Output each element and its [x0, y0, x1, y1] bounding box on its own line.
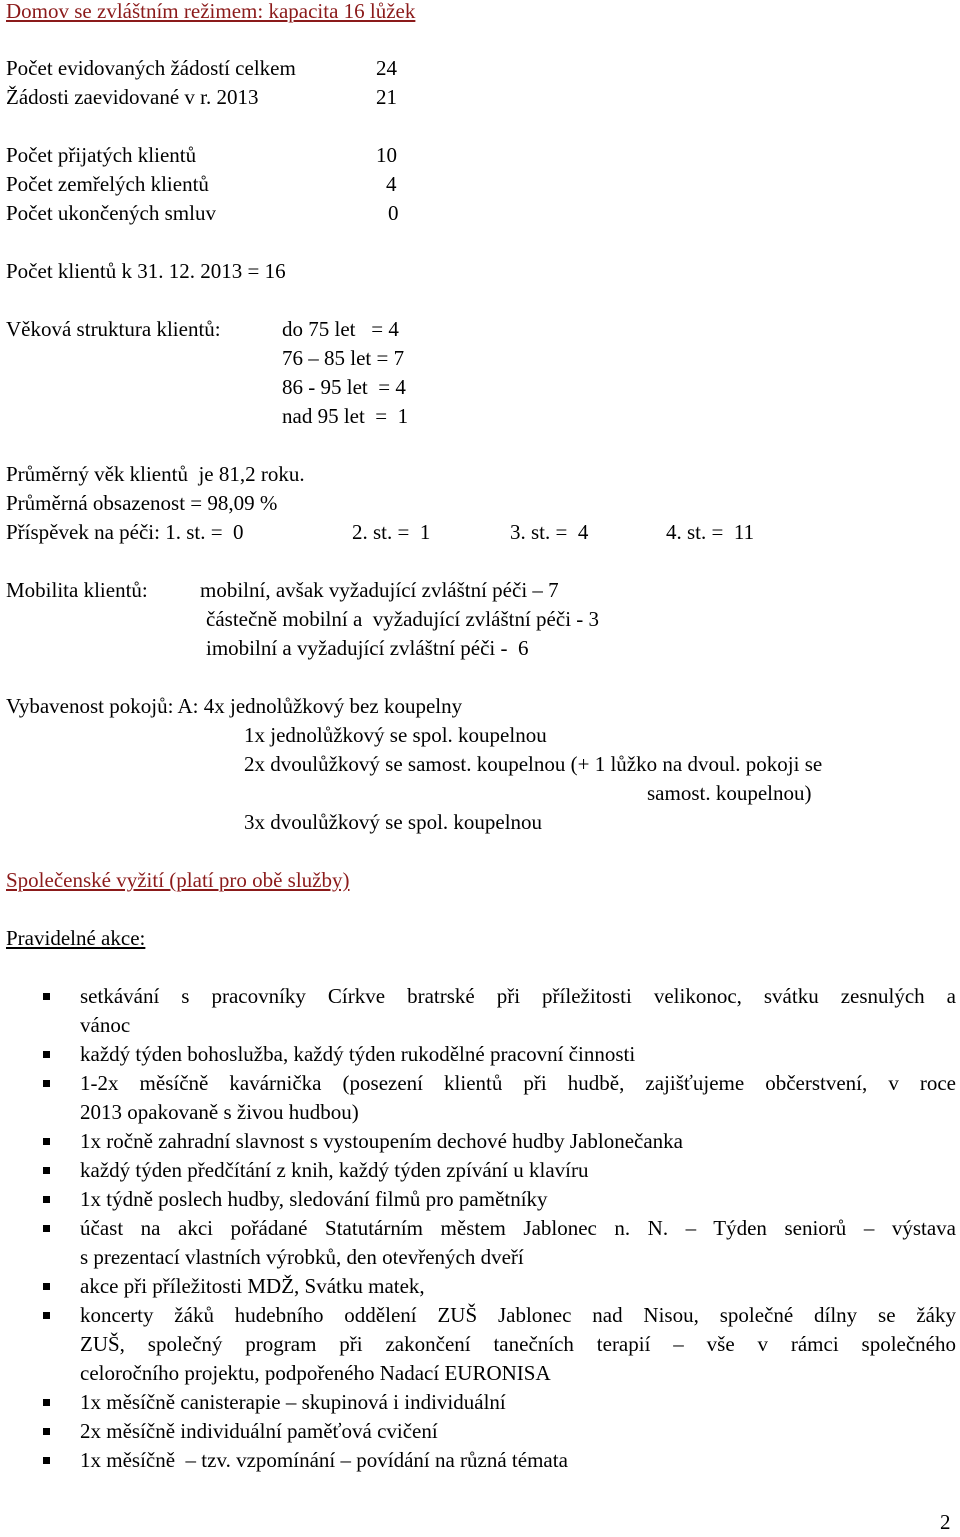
- event-item-line: 1x měsíčně canisterapie – skupinová i individuální: [80, 1390, 506, 1414]
- bullet-icon: [43, 1138, 50, 1145]
- rooms-row: 3x dvoulůžkový se spol. koupelnou: [244, 810, 543, 834]
- age-row: 86 - 95 let = 4: [282, 375, 406, 399]
- stat-value: 0: [388, 201, 399, 225]
- rooms-row: 2x dvoulůžkový se samost. koupelnou (+ 1 lůžko na dvoul. pokoji se: [244, 752, 823, 776]
- care-level-4: 4. st. = 11: [666, 520, 755, 544]
- care-level-3: 3. st. = 4: [510, 520, 589, 544]
- bullet-icon: [43, 1167, 50, 1174]
- bullet-icon: [43, 1312, 50, 1319]
- event-item-line: 1x týdně poslech hudby, sledování filmů pro pamětníky: [80, 1187, 548, 1211]
- stat-label: Počet evidovaných žádostí celkem: [6, 56, 296, 80]
- page-number: 2: [940, 1510, 951, 1534]
- stat-label: Žádosti zaevidované v r. 2013: [6, 85, 259, 109]
- mobility-label: Mobilita klientů:: [6, 578, 148, 602]
- rooms-row: samost. koupelnou): [647, 781, 812, 805]
- average-age: Průměrný věk klientů je 81,2 roku.: [6, 462, 305, 486]
- event-item-line: koncerty žáků hudebního oddělení ZUŠ Jablonec nad Nisou, společné dílny se žáky: [80, 1303, 956, 1327]
- age-row: nad 95 let = 1: [282, 404, 409, 428]
- event-item-line: celoročního projektu, podpořeného Nadací EURONISA: [80, 1361, 551, 1385]
- event-item-line: setkávání s pracovníky Církve bratrské při příležitosti velikonoc, svátku zesnulých a: [80, 984, 956, 1008]
- bullet-icon: [43, 1399, 50, 1406]
- stat-label: Počet přijatých klientů: [6, 143, 197, 167]
- event-item-line: 2x měsíčně individuální paměťová cvičení: [80, 1419, 438, 1443]
- event-item-line: účast na akci pořádané Statutárním městem Jablonec n. N. – Týden seniorů – výstava: [80, 1216, 956, 1240]
- mobility-row: mobilní, avšak vyžadující zvláštní péči – 7: [200, 578, 559, 602]
- care-allowance-label: Příspěvek na péči: 1. st. = 0: [6, 520, 244, 544]
- care-level-2: 2. st. = 1: [352, 520, 431, 544]
- event-item-line: 1-2x měsíčně kavárnička (posezení klientů při hudbě, zajišťujeme občerstvení, v roce: [80, 1071, 956, 1095]
- age-structure-label: Věková struktura klientů:: [6, 317, 221, 341]
- bullet-icon: [43, 1457, 50, 1464]
- bullet-icon: [43, 1428, 50, 1435]
- event-item-line: ZUŠ, společný program při zakončení tanečních terapií – vše v rámci společného: [80, 1332, 956, 1356]
- mobility-row: imobilní a vyžadující zvláštní péči - 6: [206, 636, 529, 660]
- section-title: Domov se zvláštním režimem: kapacita 16 lůžek: [6, 0, 416, 23]
- stat-value: 21: [376, 85, 397, 109]
- regular-events-subtitle: Pravidelné akce:: [6, 926, 146, 950]
- bullet-icon: [43, 1080, 50, 1087]
- stat-label: Počet ukončených smluv: [6, 201, 216, 225]
- event-item-line: s prezentací vlastních výrobků, den otevřených dveří: [80, 1245, 524, 1269]
- stat-label: Počet zemřelých klientů: [6, 172, 209, 196]
- stat-value: 10: [376, 143, 397, 167]
- event-item-line: 2013 opakovaně s živou hudbou): [80, 1100, 359, 1124]
- bullet-icon: [43, 1283, 50, 1290]
- occupancy: Průměrná obsazenost = 98,09 %: [6, 491, 278, 515]
- bullet-icon: [43, 1225, 50, 1232]
- social-activities-title: Společenské vyžití (platí pro obě služby): [6, 868, 350, 892]
- rooms-label: Vybavenost pokojů: A: 4x jednolůžkový bez koupelny: [6, 694, 463, 718]
- event-item-line: každý týden bohoslužba, každý týden rukodělné pracovní činnosti: [80, 1042, 636, 1066]
- event-item-line: akce při příležitosti MDŽ, Svátku matek,: [80, 1274, 425, 1298]
- mobility-row: částečně mobilní a vyžadující zvláštní péči - 3: [206, 607, 600, 631]
- bullet-icon: [43, 993, 50, 1000]
- stat-value: 24: [376, 56, 397, 80]
- clients-total: Počet klientů k 31. 12. 2013 = 16: [6, 259, 286, 283]
- rooms-row: 1x jednolůžkový se spol. koupelnou: [244, 723, 547, 747]
- age-row: 76 – 85 let = 7: [282, 346, 405, 370]
- event-item-line: každý týden předčítání z knih, každý týden zpívání u klavíru: [80, 1158, 589, 1182]
- age-row: do 75 let = 4: [282, 317, 399, 341]
- event-item-line: 1x měsíčně – tzv. vzpomínání – povídání na různá témata: [80, 1448, 568, 1472]
- event-item-line: 1x ročně zahradní slavnost s vystoupením dechové hudby Jablonečanka: [80, 1129, 684, 1153]
- stat-value: 4: [386, 172, 397, 196]
- bullet-icon: [43, 1196, 50, 1203]
- event-item-line: vánoc: [80, 1013, 131, 1037]
- bullet-icon: [43, 1051, 50, 1058]
